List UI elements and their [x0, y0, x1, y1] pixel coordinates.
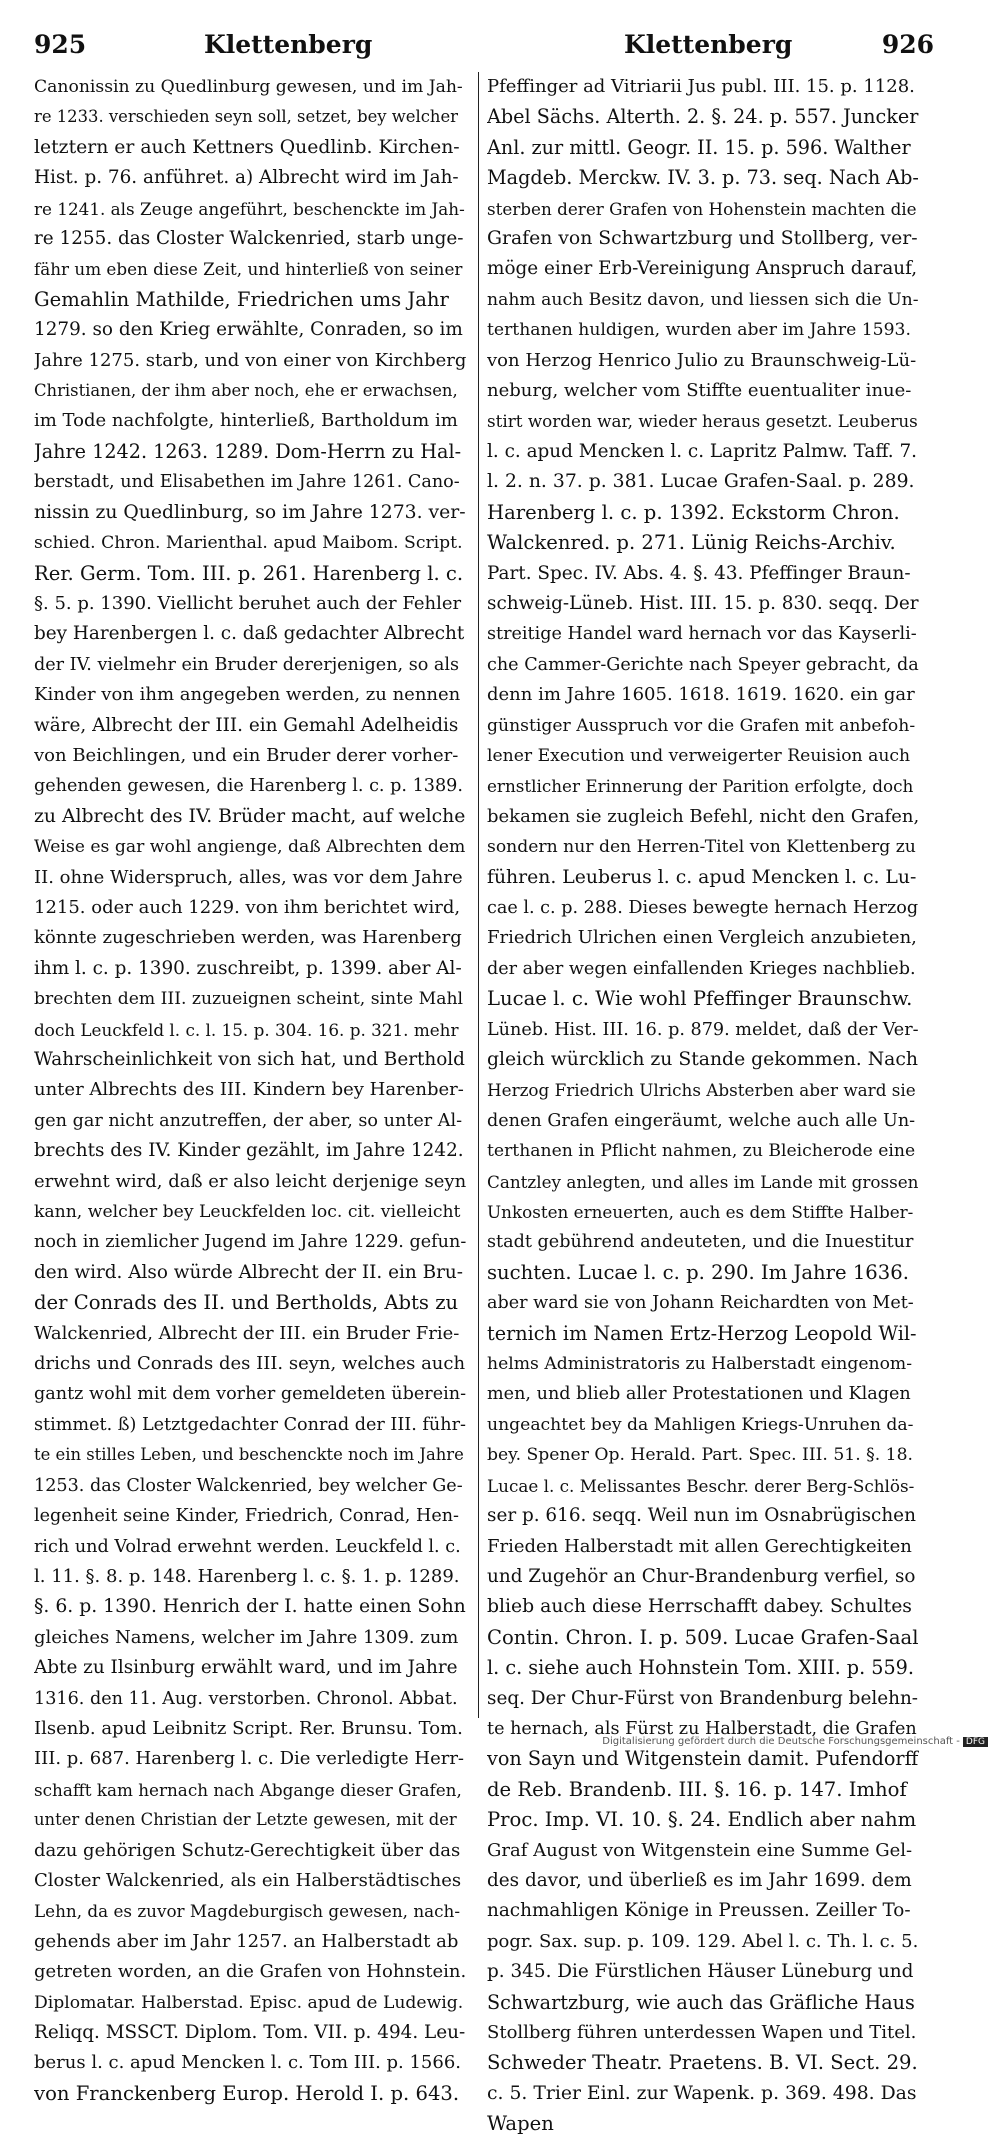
text-line: Ilsenb. apud Leibnitz Script. Rer. Brunsu. Tom. — [34, 1717, 463, 1739]
text-line: cae l. c. p. 288. Dieses bewegte hernach Herzog — [487, 897, 919, 918]
text-line: möge einer Erb-Vereinigung Anspruch darauf, — [487, 258, 918, 280]
text-line: Magdeb. Merckw. IV. 3. p. 73. seq. Nach Ab- — [487, 166, 919, 190]
text-line: stimmet. ß) Letztgedachter Conrad der III. führ- — [34, 1414, 466, 1435]
page-number-left: 925 — [34, 30, 87, 59]
text-line: terthanen huldigen, wurden aber im Jahre 1593. — [487, 320, 911, 341]
text-line: Diplomatar. Halberstad. Episc. apud de Ludewig. — [34, 1992, 464, 2013]
text-line: ungeachtet bey da Mahligen Kriegs-Unruhen da- — [487, 1414, 914, 1435]
text-line: unter denen Christian der Letzte gewesen, mit der — [34, 1810, 457, 1830]
text-line: gen gar nicht anzutreffen, der aber, so unter Al- — [34, 1110, 463, 1131]
text-line: Lüneb. Hist. III. 16. p. 879. meldet, daß der Ver- — [487, 1019, 919, 1040]
text-line: Schweder Theatr. Praetens. B. VI. Sect. 29. — [487, 2051, 918, 2075]
text-line: 1215. oder auch 1229. von ihm berichtet wird, — [34, 896, 461, 918]
running-title-right: Klettenberg — [624, 30, 793, 59]
text-line: der Conrads des II. und Bertholds, Abts zu — [34, 1291, 459, 1315]
text-line: p. 345. Die Fürstlichen Häuser Lüneburg und — [487, 1961, 914, 1983]
text-line: Friedrich Ulrichen einen Vergleich anzubieten, — [487, 927, 917, 949]
text-line: gleich würcklich zu Stande gekommen. Nach — [487, 1049, 918, 1070]
text-line: te hernach, als Fürst zu Halberstadt, die Grafen — [487, 1718, 917, 1739]
text-line: von Sayn und Witgenstein damit. Pufendorff — [487, 1747, 919, 1771]
text-line: der aber wegen einfallenden Krieges nachblieb. — [487, 958, 916, 979]
text-line: führen. Leuberus l. c. apud Mencken l. c. Lu- — [487, 866, 917, 888]
text-line: Kinder von ihm angegeben werden, zu nennen — [34, 684, 461, 706]
text-line: §. 6. p. 1390. Henrich der I. hatte einen Sohn — [34, 1596, 466, 1618]
text-line: fähr um eben diese Zeit, und hinterließ von seiner — [34, 259, 463, 280]
text-line: rich und Volrad erwehnt werden. Leuckfeld l. c. — [34, 1536, 461, 1557]
text-line: Frieden Halberstadt mit allen Gerechtigkeiten — [487, 1535, 912, 1557]
text-line: suchten. Lucae l. c. p. 290. Im Jahre 1636. — [487, 1260, 909, 1284]
text-line: l. c. apud Mencken l. c. Lapritz Palmw. Taff. 7. — [487, 440, 917, 462]
text-line: könnte zugeschrieben werden, was Harenberg — [34, 927, 462, 949]
text-line: gantz wohl mit dem vorher gemeldeten überein- — [34, 1384, 466, 1405]
footer — [602, 1736, 988, 1747]
text-line: 1279. so den Krieg erwählte, Conraden, so im — [34, 319, 463, 341]
text-line: nachmahligen Könige in Preussen. Zeiller To- — [487, 1900, 911, 1922]
text-line: lener Execution und verweigerter Reuision auch — [487, 745, 911, 766]
text-line: l. c. siehe auch Hohnstein Tom. XIII. p. 559. — [487, 1656, 914, 1680]
text-line: de Reb. Brandenb. III. §. 16. p. 147. Imhof — [487, 1777, 907, 1801]
text-line: 1253. das Closter Walckenried, bey welcher Ge- — [34, 1475, 463, 1496]
text-line: Herzog Friedrich Ulrichs Absterben aber ward sie — [487, 1080, 916, 1101]
text-line: unter Albrechts des III. Kindern bey Harenber- — [34, 1079, 464, 1101]
text-line: der IV. vielmehr ein Bruder dererjenigen, so als — [34, 654, 460, 675]
text-line: Cantzley anlegten, und alles im Lande mit grossen — [487, 1171, 919, 1192]
text-line: re 1241. als Zeuge angeführt, beschenckte im Jah- — [34, 198, 465, 219]
text-line: §. 5. p. 1390. Viellicht beruhet auch der Fehler — [34, 592, 462, 614]
text-line: im Tode nachfolgte, hinterließ, Bartholdum im — [34, 410, 458, 432]
text-line: des davor, und überließ es im Jahr 1699. dem — [487, 1869, 912, 1891]
text-line: l. 2. n. 37. p. 381. Lucae Grafen-Saal. p. 289. — [487, 471, 915, 493]
text-line: 1316. den 11. Aug. verstorben. Chronol. Abbat. — [34, 1688, 458, 1709]
text-line: Hist. p. 76. anführet. a) Albrecht wird im Jah- — [34, 167, 459, 189]
text-line: stadt gebührend andeuteten, und die Inuestitur — [487, 1232, 914, 1253]
text-line: che Cammer-Gerichte nach Speyer gebracht, da — [487, 654, 919, 675]
text-line: noch in ziemlicher Jugend im Jahre 1229. gefun- — [34, 1232, 466, 1253]
text-line: Pfeffinger ad Vitriarii Jus publ. III. 15. p. 1128. — [487, 76, 915, 97]
text-line: von Beichlingen, und ein Bruder derer vorher- — [34, 744, 459, 766]
page-number-right: 926 — [881, 30, 934, 59]
text-line: von Franckenberg Europ. Herold I. p. 643. — [34, 2081, 460, 2105]
text-line: re 1233. verschieden seyn soll, setzet, bey welcher — [34, 107, 458, 127]
column-divider — [478, 72, 479, 1718]
text-line: schafft kam hernach nach Abgange dieser Grafen, — [34, 1779, 462, 1800]
text-line: blieb auch diese Herrschafft dabey. Schultes — [487, 1596, 912, 1618]
text-line: Walckenred. p. 271. Lünig Reichs-Archiv. — [487, 531, 896, 555]
text-line: l. 11. §. 8. p. 148. Harenberg l. c. §. 1. p. 1289. — [34, 1565, 460, 1587]
text-line: letztern er auch Kettners Quedlinb. Kirchen- — [34, 136, 460, 158]
text-line: Walckenried, Albrecht der III. ein Bruder Frie- — [34, 1322, 460, 1344]
text-line: II. ohne Widerspruch, alles, was vor dem Jahre — [34, 866, 463, 888]
text-line: und Zugehör an Chur-Brandenburg verfiel, so — [487, 1565, 916, 1587]
text-line: gehends aber im Jahr 1257. an Halberstadt ab — [34, 1930, 459, 1952]
text-line: ihm l. c. p. 1390. zuschreibt, p. 1399. aber Al- — [34, 957, 462, 979]
text-line: gleiches Namens, welcher im Jahre 1309. zum — [34, 1626, 459, 1648]
text-line: Rer. Germ. Tom. III. p. 261. Harenberg l. c. — [34, 561, 464, 585]
text-line: stirt worden war, wieder heraus gesetzt. Leuberus — [487, 411, 918, 432]
text-line: nahm auch Besitz davon, und liessen sich die Un- — [487, 289, 919, 310]
text-line: kann, welcher bey Leuckfelden loc. cit. vielleicht — [34, 1202, 461, 1223]
text-line: Gemahlin Mathilde, Friedrichen ums Jahr — [34, 287, 449, 311]
text-line: Graf August von Witgenstein eine Summe Gel- — [487, 1839, 913, 1861]
text-line: brechts des IV. Kinder gezählt, im Jahre 1242. — [34, 1140, 464, 1162]
text-line: sondern nur den Herren-Titel von Klettenberg zu — [487, 837, 916, 858]
text-line: legenheit seine Kinder, Friedrich, Conrad, Hen- — [34, 1506, 460, 1527]
text-line: Closter Walckenried, als ein Halberstädtisches — [34, 1869, 462, 1891]
text-line: sterben derer Grafen von Hohenstein machten die — [487, 198, 917, 219]
text-line: berus l. c. apud Mencken l. c. Tom III. p. 1566. — [34, 2052, 462, 2074]
text-line: Wahrscheinlichkeit von sich hat, und Berthold — [34, 1049, 465, 1070]
text-line: III. p. 687. Harenberg l. c. Die verledigte Herr- — [34, 1748, 465, 1770]
text-line: men, und blieb aller Protestationen und Klagen — [487, 1384, 911, 1405]
text-line: schied. Chron. Marienthal. apud Maibom. Script. — [34, 533, 463, 554]
text-line: streitige Handel ward hernach vor das Kayserli- — [487, 624, 917, 645]
text-line: Part. Spec. IV. Abs. 4. §. 43. Pfeffinger Braun- — [487, 562, 911, 584]
text-line: Jahre 1242. 1263. 1289. Dom-Herrn zu Hal- — [34, 439, 462, 463]
text-line: Wapen — [487, 2112, 554, 2136]
text-line: ernstlicher Erinnerung der Parition erfolgte, doch — [487, 776, 914, 797]
text-line: Christianen, der ihm aber noch, ehe er erwachsen, — [34, 381, 458, 401]
text-line: gehenden gewesen, die Harenberg l. c. p. 1389. — [34, 776, 463, 797]
text-line: Weise es gar wohl angienge, daß Albrechten dem — [34, 837, 466, 858]
text-line: bey. Spener Op. Herald. Part. Spec. III. 51. §. 18. — [487, 1445, 914, 1466]
text-line: ser p. 616. seqq. Weil nun im Osnabrügischen — [487, 1505, 916, 1527]
text-line: bey Harenbergen l. c. daß gedachter Albrecht — [34, 623, 465, 645]
text-line: ternich im Namen Ertz-Herzog Leopold Wil- — [487, 1321, 917, 1345]
page-header — [34, 30, 934, 70]
text-line: Lucae l. c. Wie wohl Pfeffinger Braunschw. — [487, 987, 913, 1011]
text-line: Proc. Imp. VI. 10. §. 24. Endlich aber nahm — [487, 1808, 917, 1832]
text-line: Canonissin zu Quedlinburg gewesen, und im Jah- — [34, 77, 463, 97]
text-line: den wird. Also würde Albrecht der II. ein Bru- — [34, 1261, 463, 1283]
text-line: Contin. Chron. I. p. 509. Lucae Grafen-Saal — [487, 1625, 919, 1649]
text-line: denen Grafen eingeräumt, welche auch alle Un- — [487, 1110, 916, 1131]
text-line: berstadt, und Elisabethen im Jahre 1261. Cano- — [34, 472, 460, 493]
text-line: zu Albrecht des IV. Brüder macht, auf welche — [34, 805, 466, 827]
text-line: aber ward sie von Johann Reichardten von Met- — [487, 1293, 914, 1314]
text-line: helms Administratoris zu Halberstadt eingenom- — [487, 1354, 913, 1375]
text-line: erwehnt wird, daß er also leicht derjenige seyn — [34, 1170, 466, 1192]
text-line: doch Leuckfeld l. c. l. 15. p. 304. 16. p. 321. mehr — [34, 1019, 459, 1040]
text-line: Harenberg l. c. p. 1392. Eckstorm Chron. — [487, 500, 900, 524]
text-line: dazu gehörigen Schutz-Gerechtigkeit über das — [34, 1839, 461, 1861]
text-line: Grafen von Schwartzburg und Stollberg, ver- — [487, 228, 918, 250]
text-line: neburg, welcher vom Stiffte euentualiter inue- — [487, 380, 912, 402]
text-line: Schwartzburg, wie auch das Gräfliche Haus — [487, 1990, 915, 2014]
running-title-left: Klettenberg — [204, 30, 373, 59]
text-line: getreten worden, an die Grafen von Hohnstein. — [34, 1961, 466, 1983]
text-line: nissin zu Quedlinburg, so im Jahre 1273. ver- — [34, 501, 466, 523]
text-line: Abte zu Ilsinburg erwählt ward, und im Jahre — [34, 1657, 458, 1679]
text-line: Lucae l. c. Melissantes Beschr. derer Berg-Schlös- — [487, 1475, 915, 1496]
text-line: drichs und Conrads des III. seyn, welches auch — [34, 1353, 466, 1375]
text-line: denn im Jahre 1605. 1618. 1619. 1620. ein gar — [487, 684, 915, 706]
right-text-column — [487, 72, 919, 2140]
text-line: schweig-Lüneb. Hist. III. 15. p. 830. seqq. Der — [487, 592, 919, 614]
text-line: bekamen sie zugleich Befehl, nicht den Grafen, — [487, 805, 919, 827]
text-line: seq. Der Chur-Fürst von Brandenburg belehn- — [487, 1687, 919, 1709]
text-line: Lehn, da es zuvor Magdeburgisch gewesen, nach- — [34, 1901, 461, 1922]
text-line: re 1255. das Closter Walckenried, starb unge- — [34, 228, 464, 250]
text-line: Anl. zur mittl. Geogr. II. 15. p. 596. Walther — [487, 135, 911, 159]
text-line: Abel Sächs. Alterth. 2. §. 24. p. 557. Juncker — [487, 105, 919, 129]
text-line: Reliqq. MSSCT. Diplom. Tom. VII. p. 494. Leu- — [34, 2022, 466, 2043]
text-line: terthanen in Pflicht nahmen, zu Bleicherode eine — [487, 1141, 916, 1162]
text-line: te ein stilles Leben, und beschenckte noch im Jahre — [34, 1445, 464, 1465]
text-line: c. 5. Trier Einl. zur Wapenk. p. 369. 498. Das — [487, 2082, 917, 2104]
footer-credit: Digitalisierung gefördert durch die Deutsche Forschungsgemeinschaft - — [602, 1736, 960, 1747]
text-line: pogr. Sax. sup. p. 109. 129. Abel l. c. Th. l. c. 5. — [487, 1930, 919, 1952]
text-line: von Herzog Henrico Julio zu Braunschweig-Lü- — [487, 349, 917, 371]
text-line: wäre, Albrecht der III. ein Gemahl Adelheidis — [34, 714, 459, 736]
left-text-column — [34, 72, 466, 2109]
text-line: günstiger Ausspruch vor die Grafen mit anbefoh- — [487, 715, 916, 736]
text-line: Stollberg führen unterdessen Wapen und Titel. — [487, 2022, 917, 2043]
text-line: Unkosten erneuerten, auch es dem Stiffte Halber- — [487, 1202, 914, 1223]
text-line: brechten dem III. zuzueignen scheint, sinte Mahl — [34, 989, 464, 1010]
dfg-logo: DFG — [963, 1737, 988, 1747]
text-line: Jahre 1275. starb, und von einer von Kirchberg — [34, 349, 466, 371]
